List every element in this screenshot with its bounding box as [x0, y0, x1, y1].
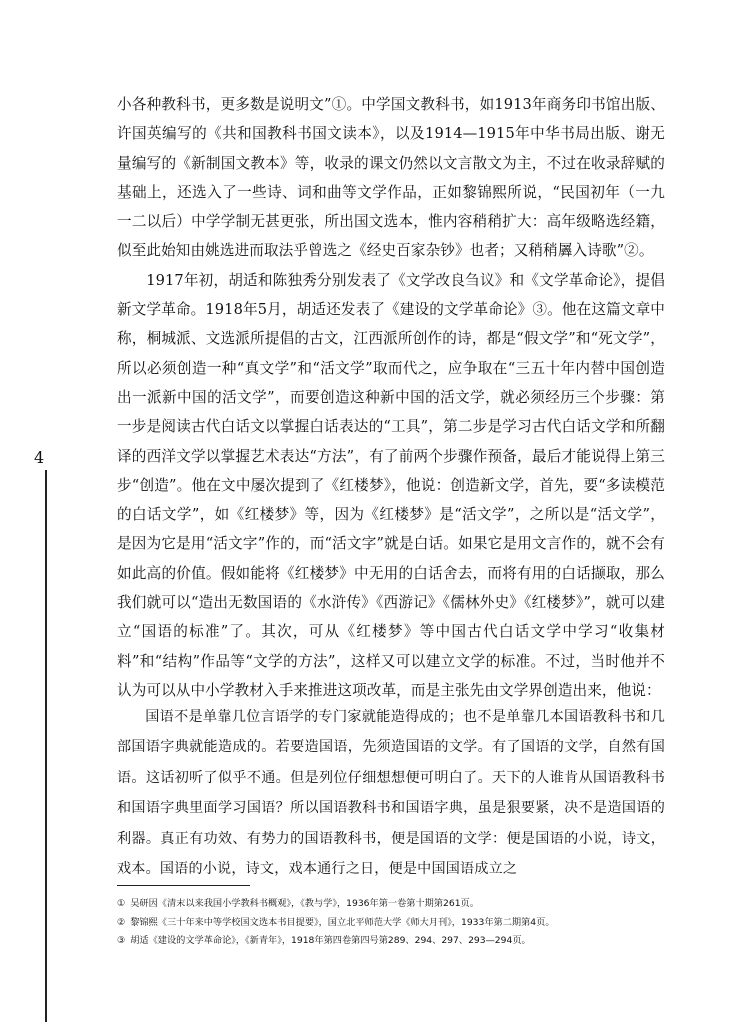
footnote-marker: ③	[117, 935, 126, 946]
footnote-text: 胡适《建设的文学革命论》，《新青年》，1918年第四卷第四号第289、294、297、293—294页。	[130, 935, 531, 946]
footnote-marker: ②	[117, 916, 126, 928]
margin-rule	[45, 470, 47, 1022]
footnote-2	[117, 914, 665, 933]
footnote-text: 黎锦熙《三十年来中等学校国文选本书目提要》，国立北平师范大学《师大月刊》，1933年第二期第4页。	[130, 916, 555, 928]
footnote-separator	[117, 885, 250, 886]
main-text	[117, 90, 665, 705]
footnotes	[117, 895, 665, 951]
page-number: 4	[34, 448, 45, 467]
footnote-1	[117, 895, 665, 914]
paragraph-1: 小各种教科书，更多数是说明文”①。中学国文教科书，如1913年商务印书馆出版、许国英编写的《共和国教科书国文读本》，以及1914—1915年中华书局出版、谢无量编写的《新制国文教本》等，收录的课文仍然以文言散文为主，不过在收录辞赋的基础上，还选入了一些诗、词和曲等文学作品，正如黎锦熙所说，“民国初年（一九一二以后）中学学制无甚更张，所出国文选本，惟内容稍稍扩大：高年级略选经籍，似至此始知由姚选进而取法乎曾选之《经史百家杂钞》也者；又稍稍羼入诗歌”②。	[117, 96, 665, 260]
paragraph-2: 1917年初，胡适和陈独秀分别发表了《文学改良刍议》和《文学革命论》，提倡新文学革命。1918年5月，胡适还发表了《建设的文学革命论》③。他在这篇文章中称，桐城派、文选派所提倡的古文，江西派所创作的诗，都是“假文学”和“死文学”，所以必须创造一种“真文学”和“活文学”取而代之，应争取在“三五十年内替中国创造出一派新中国的活文学”，而要创造这种新中国的活文学，就必须经历三个步骤：第一步是阅读古代白话文以掌握白话表达的“工具”，第二步是学习古代白话文学和所翻译的西洋文学以掌握艺术表达“方法”，有了前两个步骤作预备，最后才能说得上第三步“创造”。他在文中屡次提到了《红楼梦》，他说：创造新文学，首先，要“多读模范的白话文学”，如《红楼梦》等，因为《红楼梦》是“活文学”，之所以是“活文学”，是因为它是用“活文字”作的，而“活文字”就是白话。如果它是用文言作的，就不会有如此高的价值。假如能将《红楼梦》中无用的白话舍去，而将有用的白话撷取，那么我们就可以“造出无数国语的《水浒传》《西游记》《儒林外史》《红楼梦》”，就可以建立“国语的标准”了。其次，可从《红楼梦》等中国古代白话文学中学习“收集材料”和“结构”作品等“文学的方法”，这样又可以建立文学的标准。不过，当时他并不认为可以从中小学教材入手来推进这项改革，而是主张先由文学界创造出来，他说：	[117, 271, 665, 699]
footnote-3	[117, 932, 665, 951]
footnote-marker: ①	[117, 898, 126, 909]
footnote-text: 吴研因《清末以来我国小学教科书概观》，《教与学》，1936年第一卷第十期第261页。	[130, 898, 479, 909]
block-quote-text: 国语不是单靠几位言语学的专门家就能造得成的；也不是单靠几本国语教科书和几部国语字典就能造成的。若要造国语，先须造国语的文学。有了国语的文学，自然有国语。这话初听了似乎不通。但是列位仔细想想便可明白了。天下的人谁肯从国语教科书和国语字典里面学习国语？所以国语教科书和国语字典，虽是狠要紧，决不是造国语的利器。真正有功效、有势力的国语教科书，便是国语的文学：便是国语的小说，诗文，戏本。国语的小说，诗文，戏本通行之日，便是中国国语成立之	[117, 709, 665, 878]
block-quote	[117, 702, 665, 884]
